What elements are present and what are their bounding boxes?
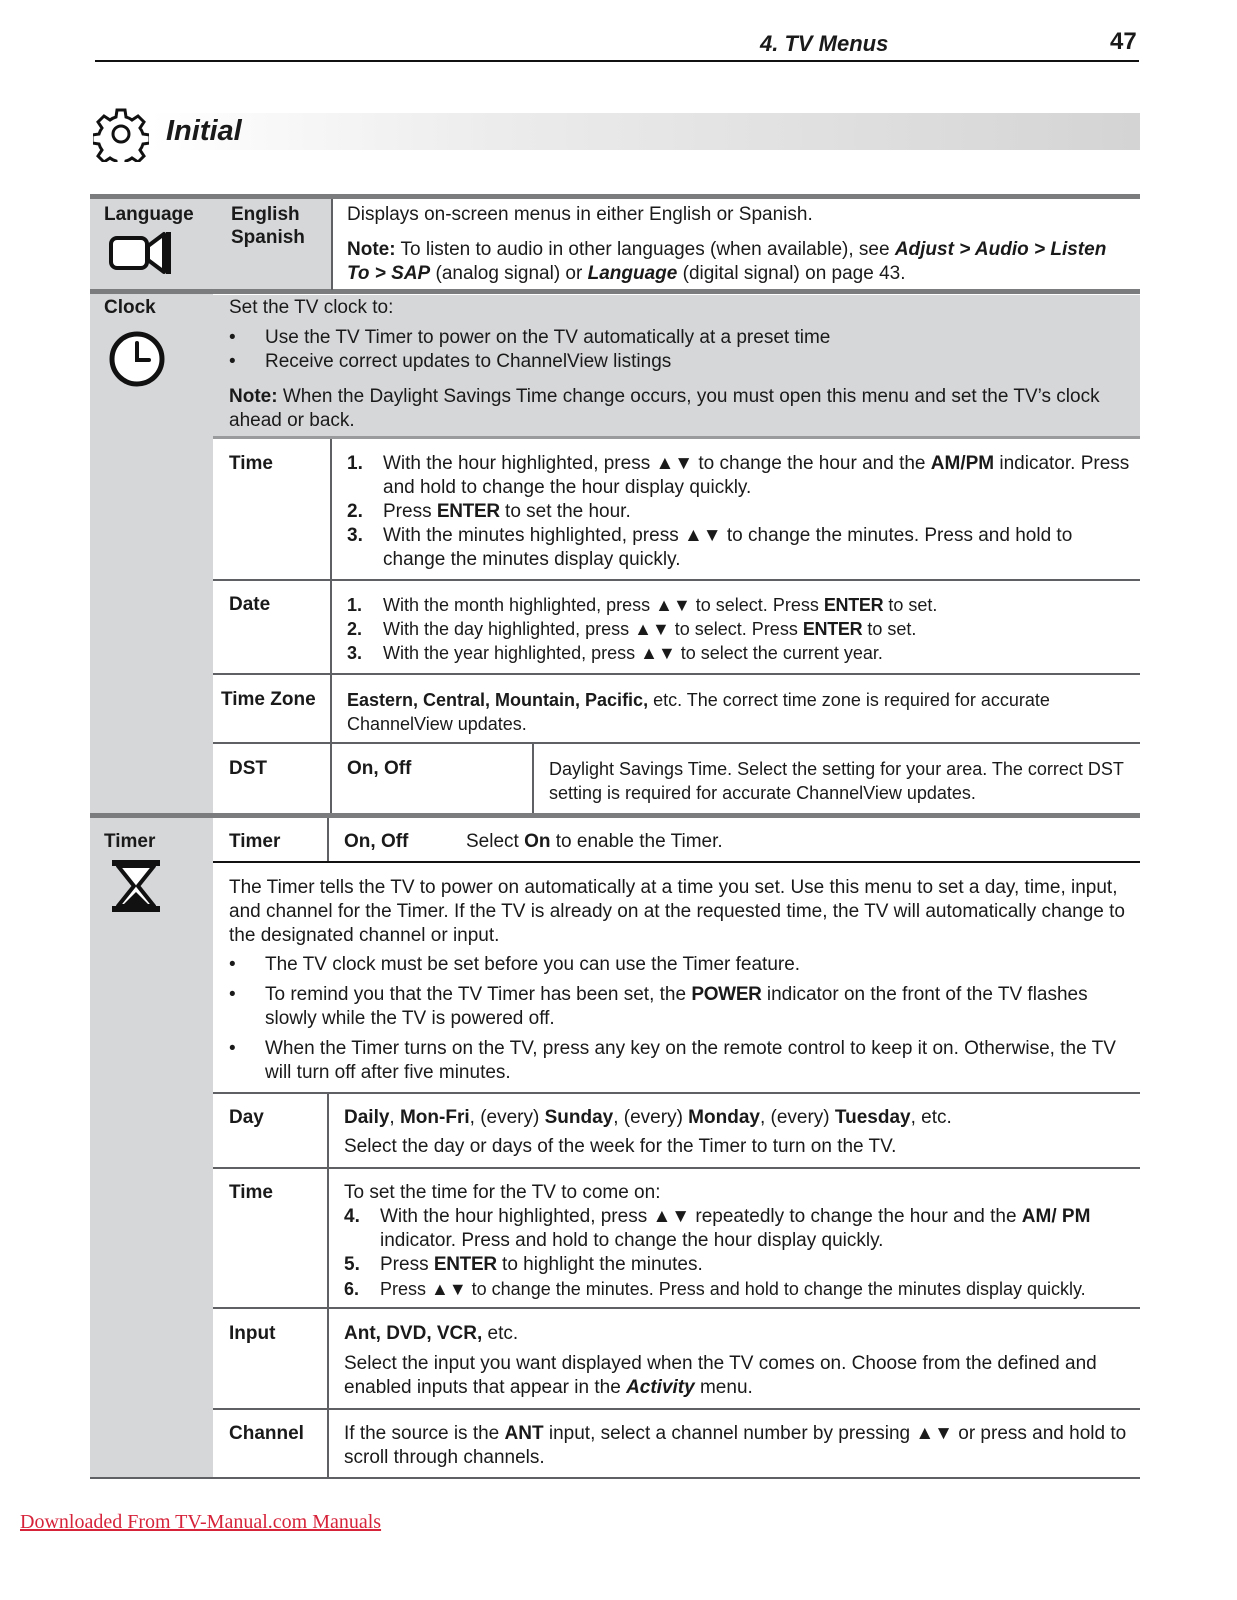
timer-options: On, Off bbox=[344, 831, 409, 852]
clock-dst-desc: Daylight Savings Time. Select the setting for your area. The correct DST setting is required for accurate ChannelView updates. bbox=[549, 759, 1124, 803]
step-text: Press bbox=[383, 501, 437, 522]
step-text: With the year highlighted, press ▲▼ to select the current year. bbox=[383, 643, 883, 663]
language-label: Language bbox=[104, 204, 194, 225]
step-text: to set. bbox=[883, 595, 938, 615]
step-text: indicator. Press and hold to change the hour display quickly. bbox=[383, 453, 1130, 498]
step-bold: ENTER bbox=[802, 619, 863, 639]
step-bold: ENTER bbox=[823, 595, 884, 615]
language-description: Displays on-screen menus in either English or Spanish. bbox=[347, 204, 813, 225]
list-item bbox=[344, 1205, 1134, 1253]
clock-dst-label: DST bbox=[229, 758, 267, 779]
list-item bbox=[347, 617, 1132, 641]
clock-timezone-desc bbox=[347, 688, 1132, 736]
clock-icon bbox=[108, 330, 166, 388]
row-rule bbox=[213, 1092, 1140, 1094]
select-text: to enable the Timer. bbox=[550, 831, 723, 852]
clock-note bbox=[229, 385, 1129, 433]
timer-day-desc: Select the day or days of the week for the Timer to turn on the TV. bbox=[344, 1136, 897, 1157]
table-top-rule bbox=[90, 194, 1140, 199]
step-text: indicator. Press and hold to change the hour display quickly. bbox=[380, 1230, 884, 1251]
timer-day-label: Day bbox=[229, 1107, 264, 1128]
list-item bbox=[347, 593, 1132, 617]
day-sep: , (every) bbox=[613, 1107, 689, 1128]
clock-label: Clock bbox=[104, 297, 156, 318]
timer-time-label: Time bbox=[229, 1182, 274, 1203]
bullet-text: To remind you that the TV Timer has been set, the bbox=[265, 984, 692, 1005]
language-divider bbox=[331, 199, 333, 290]
step-bold: ENTER bbox=[433, 1254, 497, 1275]
timer-input-options bbox=[344, 1322, 1134, 1346]
step-number: 6. bbox=[344, 1279, 360, 1299]
step-text: to highlight the minutes. bbox=[496, 1254, 703, 1275]
gear-icon bbox=[93, 106, 149, 162]
step-text: With the minutes highlighted, press ▲▼ to change the minutes. Press and hold to change the minutes display quickly. bbox=[383, 525, 1073, 570]
step-number: 2. bbox=[347, 619, 363, 639]
timer-divider bbox=[327, 818, 329, 862]
day-option: Mon-Fri bbox=[399, 1107, 470, 1128]
row-rule bbox=[213, 742, 1140, 744]
input-options: Ant, DVD, VCR, bbox=[344, 1323, 483, 1344]
step-bold: AM/PM bbox=[930, 453, 995, 474]
bullet-text: indicator on the front of the TV flashes slowly while the TV is powered off. bbox=[265, 984, 1088, 1029]
channel-bold: ANT bbox=[504, 1423, 544, 1444]
note-label: Note: bbox=[347, 239, 396, 260]
timer-label: Timer bbox=[104, 831, 156, 852]
step-number: 1. bbox=[347, 595, 363, 615]
timezone-options: Eastern, Central, Mountain, Pacific, bbox=[347, 690, 649, 710]
clock-date-label: Date bbox=[229, 594, 271, 615]
list-item bbox=[347, 641, 1132, 665]
clock-time-label: Time bbox=[229, 453, 274, 474]
clock-dst-options: On, Off bbox=[347, 758, 412, 779]
dst-divider bbox=[532, 744, 534, 813]
day-option: Tuesday bbox=[834, 1107, 911, 1128]
step-text: With the hour highlighted, press ▲▼ to change the hour and the bbox=[383, 453, 931, 474]
timer-time-intro: To set the time for the TV to come on: bbox=[344, 1182, 661, 1203]
row-rule bbox=[213, 579, 1140, 581]
section-title: 4. TV Menus bbox=[760, 31, 889, 56]
language-option-english: English bbox=[231, 204, 300, 225]
menu-path: Activity bbox=[626, 1377, 695, 1398]
clock-intro-rule bbox=[213, 436, 1140, 439]
timer-channel-desc bbox=[344, 1422, 1134, 1470]
timer-row-rule bbox=[213, 861, 1140, 863]
language-note bbox=[347, 238, 1127, 286]
clock-time-steps bbox=[347, 452, 1132, 572]
select-value: On bbox=[524, 831, 551, 852]
step-text: With the month highlighted, press ▲▼ to select. Press bbox=[383, 595, 824, 615]
step-text: to set. bbox=[862, 619, 917, 639]
timer-input-label: Input bbox=[229, 1323, 276, 1344]
day-option: Daily bbox=[344, 1107, 390, 1128]
row-rule bbox=[213, 1307, 1140, 1309]
banner-title: Initial bbox=[166, 115, 242, 147]
page-number: 47 bbox=[1110, 28, 1137, 55]
tv-speaker-icon bbox=[108, 228, 176, 278]
hourglass-icon bbox=[110, 858, 162, 914]
step-text: With the day highlighted, press ▲▼ to select. Press bbox=[383, 619, 803, 639]
timer-intro: The Timer tells the TV to power on automatically at a time you set. Use this menu to set a day, time, input, and channel for the Timer. If the TV is already on at the requested time, the TV will automatically change to the designated channel or input. bbox=[229, 877, 1125, 946]
timer-input-desc bbox=[344, 1352, 1134, 1400]
list-item: • When the Timer turns on the TV, press any key on the remote control to keep it on. Otherwise, the TV will turn off after five minutes. bbox=[229, 1037, 1129, 1085]
clock-timezone-label: Time Zone bbox=[221, 689, 316, 710]
input-desc-text: menu. bbox=[694, 1377, 753, 1398]
list-item bbox=[347, 524, 1132, 572]
step-number: 3. bbox=[347, 643, 363, 663]
timer-select-text bbox=[466, 830, 723, 854]
channel-text: If the source is the bbox=[344, 1423, 505, 1444]
timer-time-steps bbox=[344, 1205, 1134, 1301]
clock-bullets bbox=[229, 326, 1129, 374]
clock-top-rule bbox=[90, 289, 1140, 294]
language-option-spanish: Spanish bbox=[231, 227, 305, 248]
list-item bbox=[347, 500, 1132, 524]
row-rule bbox=[213, 1167, 1140, 1169]
note-label: Note: bbox=[229, 386, 278, 407]
day-sep: , bbox=[389, 1107, 400, 1128]
channel-text: input, select a channel number by pressing ▲▼ or press and hold to scroll through channels. bbox=[344, 1423, 1127, 1468]
step-text: to set the hour. bbox=[499, 501, 631, 522]
header-rule bbox=[95, 60, 1139, 62]
day-option: Sunday bbox=[544, 1107, 614, 1128]
menu-path: Adjust > Audio > Listen To > SAP bbox=[347, 239, 1107, 284]
step-number: 3. bbox=[347, 525, 363, 546]
timezone-text: etc. The correct time zone is required for accurate ChannelView updates. bbox=[347, 690, 1050, 734]
section-banner bbox=[150, 113, 1140, 150]
timer-row-label: Timer bbox=[229, 831, 281, 852]
clock-date-steps bbox=[347, 593, 1132, 665]
step-text: Press ▲▼ to change the minutes. Press and hold to change the minutes display quickly. bbox=[380, 1279, 1086, 1299]
row-rule bbox=[213, 1408, 1140, 1410]
list-item bbox=[229, 983, 1129, 1031]
footer-download-link[interactable]: Downloaded From TV-Manual.com Manuals bbox=[20, 1511, 382, 1533]
day-option: Monday bbox=[688, 1107, 760, 1128]
day-sep: , (every) bbox=[759, 1107, 835, 1128]
timer-channel-label: Channel bbox=[229, 1423, 304, 1444]
input-text: etc. bbox=[482, 1323, 519, 1344]
step-text: With the hour highlighted, press ▲▼ repeatedly to change the hour and the bbox=[380, 1206, 1022, 1227]
input-desc-text: Select the input you want displayed when the TV comes on. Choose from the defined and enabled inputs that appear in the bbox=[344, 1353, 1097, 1398]
day-sep: , (every) bbox=[469, 1107, 545, 1128]
step-number: 2. bbox=[347, 501, 363, 522]
timer-bullets bbox=[229, 953, 1129, 1085]
timer-day-options bbox=[344, 1106, 1134, 1130]
table-bottom-rule bbox=[90, 1477, 1140, 1479]
step-bold: ENTER bbox=[436, 501, 500, 522]
list-item bbox=[344, 1277, 1134, 1301]
timer-top-rule bbox=[90, 813, 1140, 818]
note-text: (analog signal) or bbox=[430, 263, 588, 284]
list-item: • Receive correct updates to ChannelView listings bbox=[229, 350, 1129, 374]
list-item bbox=[347, 452, 1132, 500]
timer-subrow-divider bbox=[327, 1094, 329, 1479]
step-number: 1. bbox=[347, 453, 363, 474]
clock-subrow-divider bbox=[330, 439, 332, 813]
list-item: • Use the TV Timer to power on the TV automatically at a preset time bbox=[229, 326, 1129, 350]
step-number: 4. bbox=[344, 1206, 360, 1227]
step-bold: AM/ PM bbox=[1021, 1206, 1091, 1227]
note-text: When the Daylight Savings Time change occurs, you must open this menu and set the TV’s clock ahead or back. bbox=[229, 386, 1100, 431]
row-rule bbox=[213, 673, 1140, 675]
list-item bbox=[344, 1253, 1134, 1277]
day-sep: , etc. bbox=[910, 1107, 952, 1128]
step-text: Press bbox=[380, 1254, 434, 1275]
note-text: To listen to audio in other languages (when available), see bbox=[395, 239, 895, 260]
bullet-bold: POWER bbox=[691, 984, 762, 1005]
step-number: 5. bbox=[344, 1254, 360, 1275]
clock-intro: Set the TV clock to: bbox=[229, 297, 394, 318]
note-text: (digital signal) on page 43. bbox=[677, 263, 906, 284]
menu-path: Language bbox=[587, 263, 678, 284]
select-text: Select bbox=[466, 831, 525, 852]
list-item: • The TV clock must be set before you can use the Timer feature. bbox=[229, 953, 1129, 977]
